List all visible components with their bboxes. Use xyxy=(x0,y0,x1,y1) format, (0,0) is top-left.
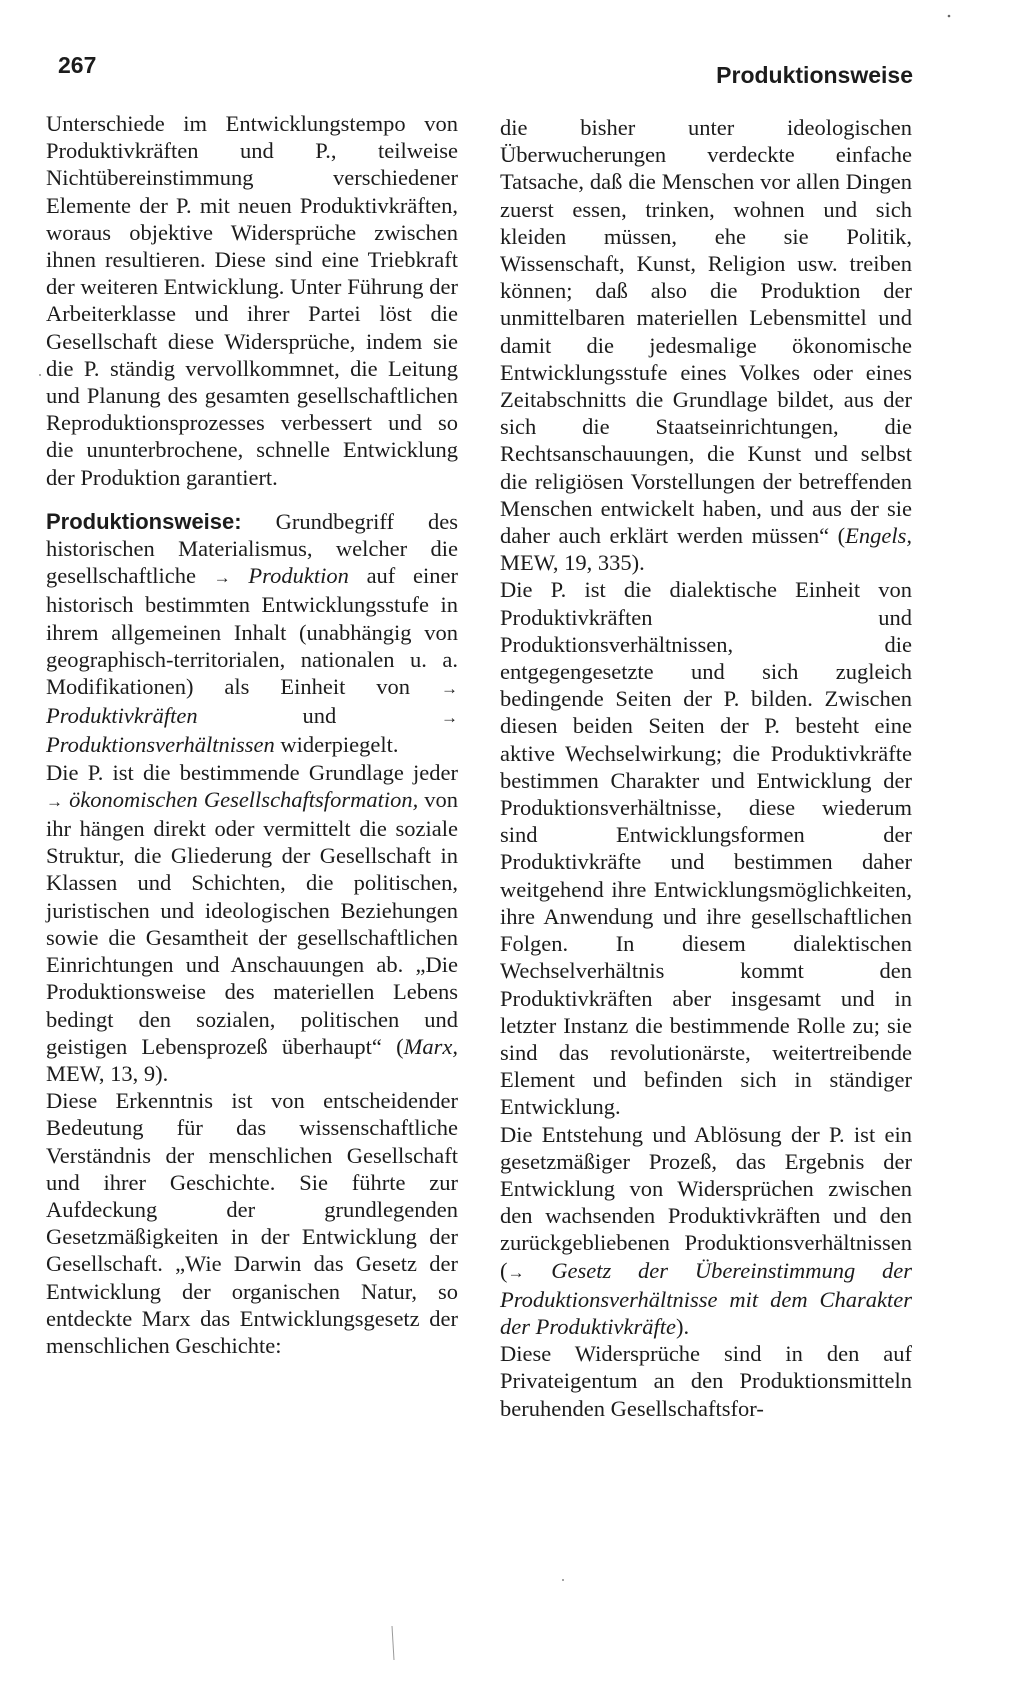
scan-speck xyxy=(562,1579,564,1581)
paragraph: Diese Widersprüche sind in den auf Privateigentum an den Produktionsmitteln beruhenden Gesellschaftsfor- xyxy=(500,1341,912,1421)
paragraph: Unterschiede im Entwicklungstempo von Produktivkräften und P., teilweise Nichtübereinstimmung verschiedener Elemente der P. mit neuen Produktivkräften, woraus objektive Widersprüche zwischen ihnen resultieren. Diese sind eine Triebkraft der weiteren Entwicklung. Unter Führung der Arbeiterklasse und ihrer Partei löst die Gesellschaft diese Widersprüche, indem sie die P. ständig vervollkommnet, die Leitung und Planung des gesamten gesellschaftlichen Reproduktionsprozesses verbessert und so die ununterbrochene, schnelle Entwicklung der Produktion garantiert. xyxy=(46,111,458,490)
paragraph: Diese Erkenntnis ist von entscheidender Bedeutung für das wissenschaftliche Verständnis der menschlichen Gesellschaft und ihrer Geschichte. Sie führte zur Aufdeckung der grundlegenden Gesetzmäßigkeiten in der Entwicklung der Gesellschaft. „Wie Darwin das Gesetz der Entwicklung der organischen Natur, so entdeckte Marx das Entwicklungsgesetz der menschlichen Geschichte: xyxy=(46,1088,458,1358)
entry-produktionsweise xyxy=(46,508,458,759)
paragraph xyxy=(46,759,458,1087)
cross-reference-arrow-icon: → xyxy=(46,791,63,811)
page-number: 267 xyxy=(58,52,97,78)
scan-speck xyxy=(39,374,41,376)
text-run: widerpiegelt. xyxy=(274,732,399,758)
text-run: Die Entstehung und Ablösung der P. ist ein gesetzmäßiger Prozeß, das Ergebnis der Entwicklung von Widersprüchen zwischen den wachsenden Produktivkräften und den zurückgebliebenen Produktionsverhältnissen ( xyxy=(500,1121,912,1283)
paragraph: Die P. ist die dialektische Einheit von Produktivkräften und Produktionsverhältnissen, die entgegengesetzte und sich zugleich bedingende Seiten der P. bilden. Zwischen diesen beiden Seiten der P. besteht eine aktive Wechselwirkung; die Produktivkräfte bestimmen Charakter und Entwicklung der Produktionsverhältnisse, diese wiederum sind Entwicklungsformen der Produktivkräfte und bestimmen daher weitgehend ihre Entwicklungsmöglichkeiten, ihre Anwendung und ihre gesellschaftlichen Folgen. In diesem dialektischen Wechselverhältnis kommt den Produktivkräften aber insgesamt und in letzter Instanz die bestimmende Rolle zu; sie sind das revolutionärste, weitertreibende Element und befinden sich in ständiger Entwicklung. xyxy=(500,577,912,1120)
right-column xyxy=(500,114,912,1422)
text-run: ). xyxy=(676,1313,690,1339)
page-header xyxy=(58,52,913,96)
cross-reference-arrow-icon: → xyxy=(507,1262,525,1282)
cross-reference-arrow-icon: → xyxy=(213,568,231,588)
cross-reference-link[interactable]: Gesetz der Übereinstimmung der Produktionsverhältnisse mit dem Charakter der Produktivkräfte xyxy=(500,1257,912,1339)
text-run: von ihr hängen direkt oder vermittelt die soziale Struktur, die Gliederung der Gesellschaft in Klassen und Schichten, die politischen, juristischen und ideologischen Beziehungen sowie die Gesamtheit der gesellschaftlichen Einrichtungen und Anschauungen ab. „Die Produktionsweise des materiellen Lebens bedingt den sozialen, politischen und geistigen Lebensprozeß überhaupt“ ( xyxy=(46,786,459,1059)
text-run: MEW, 19, 335). xyxy=(500,550,645,576)
text-run: und xyxy=(197,703,441,729)
text-run: die bisher unter ideologischen Überwucherungen verdeckte einfache Tatsache, daß die Menschen vor allen Dingen zuerst essen, trinken, wohnen und sich kleiden müssen, ehe sie Politik, Wissenschaft, Kunst, Religion usw. treiben können; daß also die Produktion der unmittelbaren materiellen Lebensmittel und damit die jedesmalige ökonomische Entwicklungsstufe eines Volkes oder eines Zeitabschnitts die Grundlage bildet, aus der sich die Staatseinrichtungen, die Rechtsanschauungen, die Kunst und selbst die religiösen Vorstellungen der betreffenden Menschen entwickelt haben, und aus der sie daher auch erklärt werden müssen“ ( xyxy=(500,115,912,549)
running-head: Produktionsweise xyxy=(716,62,913,88)
paragraph xyxy=(500,114,912,576)
cross-reference-link[interactable]: Produktionsverhältnissen xyxy=(46,732,275,758)
cross-reference-link[interactable]: Produktivkräften xyxy=(46,703,198,729)
scan-speck xyxy=(392,1626,394,1660)
citation-author: Marx, xyxy=(403,1033,458,1059)
paragraph xyxy=(500,1121,912,1341)
text-run: Grundbegriff des historischen Materialismus, welcher die gesellschaftliche xyxy=(46,508,458,589)
cross-reference-link[interactable]: ökonomischen Gesellschaftsformation, xyxy=(69,786,419,812)
citation-author: Engels, xyxy=(845,523,912,549)
text-run: MEW, 13, 9). xyxy=(46,1060,169,1086)
cross-reference-link[interactable]: Produktion xyxy=(248,563,349,589)
cross-reference-arrow-icon: → xyxy=(441,679,458,699)
cross-reference-arrow-icon: → xyxy=(441,708,458,728)
entry-headword: Produktionsweise: xyxy=(46,508,242,534)
left-column xyxy=(46,110,458,1359)
text-run: auf einer historisch bestimmten Entwicklungsstufe in ihrem allgemeinen Inhalt (unabhängig von geographisch-territorialen, nationalen u. a. Modifikationen) als Einheit von xyxy=(46,563,459,700)
text-run: Die P. ist die bestimmende Grundlage jeder xyxy=(46,759,458,785)
scan-speck xyxy=(948,15,951,18)
